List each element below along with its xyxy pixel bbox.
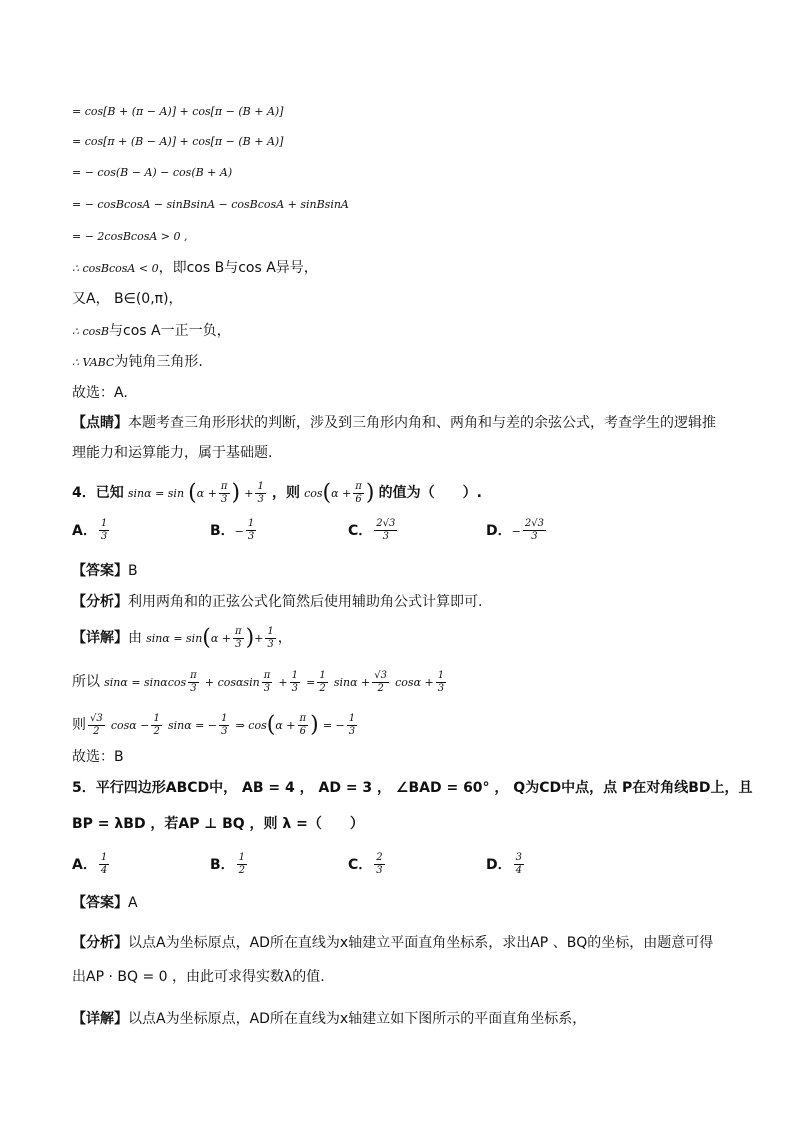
q5-option-c: C． $\frac{2}{3}$: [348, 852, 383, 876]
q4-detail-line-3: 则 $\frac{√3}{2}$ cosα − $\frac{1}{2}$ sinα = − $\frac{1}{3}$ ⇒ cos(α + $\frac{\pi}{6}$ ) = − $\frac{1}{3}$: [72, 712, 356, 738]
therefore-2-math: ∴ cosB: [72, 325, 110, 338]
derivation-line-2: = cos[π + (B − A)] + cos[π − (B + A)]: [72, 135, 284, 148]
q4-frac-pi-3: $\frac{\pi}{3}$: [220, 481, 228, 505]
q4-eq-left: sinα = sin: [127, 487, 185, 500]
q4-frac-pi-6: $\frac{\pi}{6}$: [355, 481, 362, 505]
therefore-1-text: ，即cos B与cos A异号，: [158, 260, 318, 276]
q5-option-d: D． $\frac{3}{4}$: [486, 852, 522, 876]
q4-option-c: C． $\frac{2√3}{3}$: [348, 518, 396, 542]
therefore-line-2: [72, 322, 231, 341]
q4-answer: 【答案】B: [72, 563, 138, 579]
q4-alpha-plus: α +: [196, 487, 217, 500]
derivation-line-5: = − 2cosBcosA > 0 ,: [72, 230, 188, 243]
therefore-line-3: [72, 353, 203, 372]
comment-paragraph: [72, 408, 722, 468]
therefore-1-math: ∴ cosBcosA < 0: [72, 262, 159, 275]
q4-cos: cos: [304, 487, 323, 500]
q4-choose: 故选：B: [72, 749, 124, 765]
comment-text: 本题考查三角形形状的判断，涉及到三角形内角和、两角和与差的余弦公式，考查学生的逻辑推理能力和运算能力，属于基础题.: [72, 415, 716, 461]
q4-alpha-plus-2: α +: [331, 487, 352, 500]
q4-detail-line-2: 所以 sinα = sinαcos $\frac{\pi}{3}$ + cosαsin $\frac{\pi}{3}$ + $\frac{1}{3}$ = $\frac{1}{2}$ sinα + $\frac{√3}{2}$ cosα + $\frac{1}{3}$: [72, 670, 445, 694]
q5-answer: 【答案】A: [72, 895, 138, 911]
derivation-line-4: = − cosBcosA − sinBsinA − cosBcosA + sinBsinA: [72, 198, 349, 211]
q4-analysis: 【分析】利用两角和的正弦公式化简然后使用辅助角公式计算即可.: [72, 594, 483, 610]
derivation-line-3: = − cos(B − A) − cos(B + A): [72, 166, 233, 179]
derivation-line-1: = cos[B + (π − A)] + cos[π − (B + A)]: [72, 105, 284, 118]
q5-stem-line-1: 5．平行四边形ABCD中， AB = 4 ， AD = 3 ， ∠BAD = 60° ， Q为CD中点，点 P在对角线BD上，且: [72, 780, 753, 796]
q4-suffix: 的值为（ ）.: [378, 485, 482, 501]
q4-option-a: A． $\frac{1}{3}$: [72, 518, 108, 542]
q5-option-b: B． $\frac{1}{2}$: [210, 852, 246, 876]
q4-option-d: D．− $\frac{2√3}{3}$: [486, 518, 544, 542]
q5-stem-line-2: BP = λBD ，若AP ⊥ BQ ，则 λ =（ ）: [72, 816, 364, 832]
therefore-2-text: 与cos A一正一负，: [109, 323, 231, 339]
comment-label: 【点睛】: [72, 415, 128, 431]
also-line: 又A， B∈(0,π)，: [72, 291, 183, 307]
q4-prefix: 4．已知: [72, 485, 124, 501]
q4-then: ，则: [271, 485, 300, 501]
q5-option-a: A． $\frac{1}{4}$: [72, 852, 108, 876]
q4-detail-line-1: 【详解】由 sinα = sin(α + $\frac{\pi}{3}$ )+ $\frac{1}{3}$ ，: [72, 625, 292, 651]
q5-detail: 【详解】以点A为坐标原点，AD所在直线为x轴建立如下图所示的平面直角坐标系，: [72, 1011, 587, 1027]
choose-line-1: 故选：A.: [72, 385, 128, 401]
therefore-3-math: ∴ VABC: [72, 356, 115, 369]
therefore-3-text: 为钝角三角形.: [114, 354, 203, 370]
q4-option-b: B．− $\frac{1}{3}$: [210, 518, 255, 542]
q5-analysis: 【分析】以点A为坐标原点，AD所在直线为x轴建立平面直角坐标系，求出AP 、BQ的坐标，由题意可得出AP · BQ = 0 ，由此可求得实数λ的值.: [72, 935, 714, 985]
therefore-line-1: [72, 259, 318, 278]
q4-frac-1-3: $\frac{1}{3}$: [257, 481, 264, 505]
q5-options: [72, 852, 722, 892]
q4-options: [72, 518, 722, 558]
q4-stem: 4．已知 sinα = sin (α + $\frac{\pi}{3}$ ) + $\frac{1}{3}$ ，则 cos(α + $\frac{\pi}{6}$ ) 的值为（ ）.: [72, 480, 482, 506]
q4-plus: +: [244, 487, 254, 500]
